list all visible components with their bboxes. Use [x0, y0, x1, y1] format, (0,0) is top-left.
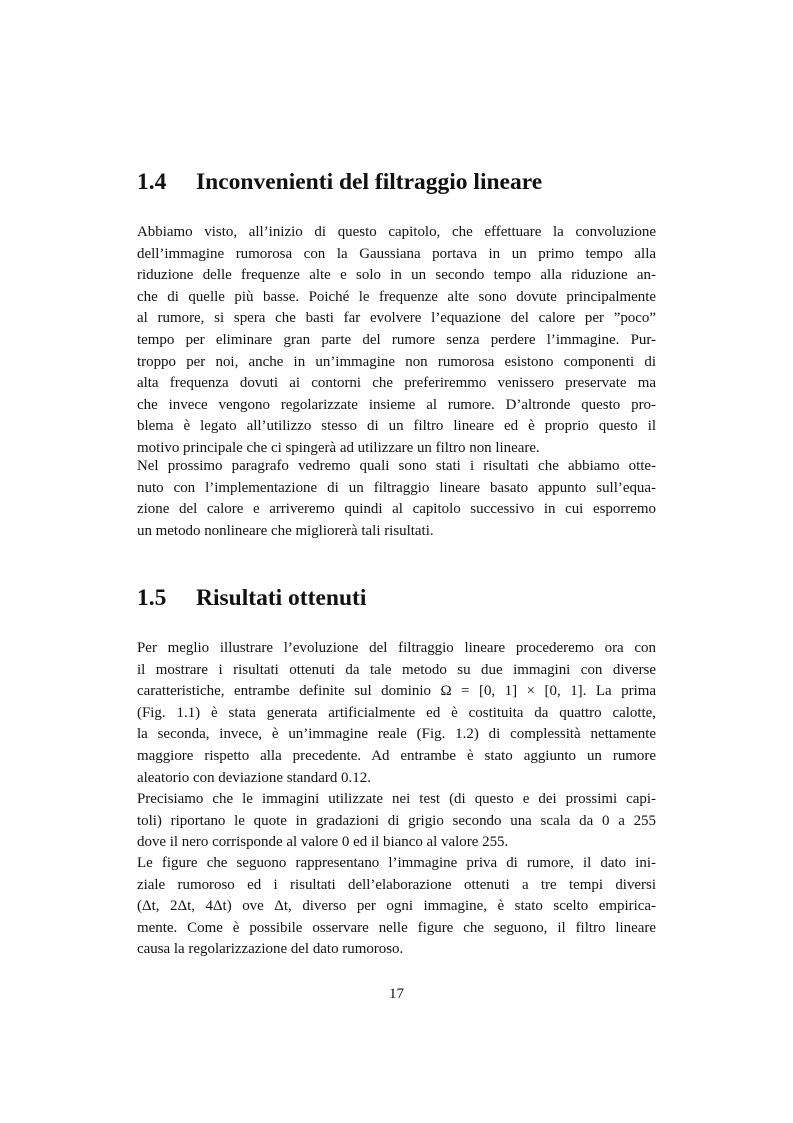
section-heading-1-4	[137, 168, 656, 196]
text-line: toli) riportano le quote in gradazioni di grigio secondo una scala da 0 a 255	[137, 812, 656, 829]
paragraph-1-4-a	[137, 222, 656, 460]
text-line: Per meglio illustrare l’evoluzione del filtraggio lineare procederemo ora con	[137, 640, 656, 656]
text-line: che di quelle più basse. Poiché le frequenze alte sono dovute principalmente	[137, 288, 656, 305]
text-line: caratteristiche, entrambe definite sul dominio Ω = [0, 1] × [0, 1]. La prima	[137, 683, 656, 700]
text-line: il mostrare i risultati ottenuti da tale metodo su due immagini con diverse	[137, 661, 656, 678]
section-number: 1.4	[137, 169, 167, 195]
text-line: la seconda, invece, è un’immagine reale (Fig. 1.2) di complessità nettamente	[137, 726, 656, 743]
paragraph-1-5-a	[137, 638, 656, 789]
text-line: ziale rumoroso ed i risultati dell’elaborazione ottenuti a tre tempi diversi	[137, 876, 656, 893]
text-line: un metodo nonlineare che migliorerà tali risultati.	[137, 522, 434, 539]
text-line: nuto con l’implementazione di un filtraggio lineare basato appunto sull’equa-	[137, 479, 656, 496]
text-line: Nel prossimo paragrafo vedremo quali sono stati i risultati che abbiamo otte-	[137, 458, 656, 474]
text-line: tempo per eliminare gran parte del rumore senza perdere l’immagine. Pur-	[137, 331, 656, 348]
text-line: troppo per noi, anche in un’immagine non rumorosa esistono componenti di	[137, 353, 656, 370]
text-line: mente. Come è possibile osservare nelle figure che seguono, il filtro lineare	[137, 919, 656, 936]
section-title-text: Inconvenienti del filtraggio lineare	[196, 169, 543, 195]
text-line: al rumore, si spera che basti far evolvere l’equazione del calore per ”poco”	[137, 310, 656, 327]
text-line: riduzione delle frequenze alte e solo in un secondo tempo alla riduzione an-	[137, 267, 656, 284]
text-line: maggiore rispetto alla precedente. Ad entrambe è stato aggiunto un rumore	[137, 747, 656, 764]
section-number: 1.5	[137, 585, 167, 611]
paragraph-1-4-b	[137, 456, 656, 542]
text-line: (Fig. 1.1) è stata generata artificialmente ed è costituita da quattro calotte,	[137, 704, 656, 721]
paragraph-1-5-b	[137, 789, 656, 854]
text-line: dove il nero corrisponde al valore 0 ed il bianco al valore 255.	[137, 834, 509, 851]
text-line: alta frequenza dovuti ai contorni che preferiremmo venissero preservate ma	[137, 375, 656, 392]
text-line: zione del calore e arriveremo quindi al capitolo successivo in cui esporremo	[137, 501, 656, 518]
text-line: dell’immagine rumorosa con la Gaussiana portava in un primo tempo alla	[137, 245, 656, 262]
text-line: che invece vengono regolarizzate insieme al rumore. D’altronde questo pro-	[137, 396, 656, 413]
document-page	[137, 0, 656, 1123]
text-line: Precisiamo che le immagini utilizzate nei test (di questo e dei prossimi capi-	[137, 791, 656, 807]
text-line: aleatorio con deviazione standard 0.12.	[137, 769, 371, 786]
text-line: Le figure che seguono rappresentano l’immagine priva di rumore, il dato ini-	[137, 855, 656, 871]
text-line: (Δt, 2Δt, 4Δt) ove Δt, diverso per ogni immagine, è stato scelto empirica-	[137, 898, 656, 915]
section-heading-1-5	[137, 584, 656, 612]
paragraph-1-5-c	[137, 853, 656, 961]
text-line: motivo principale che ci spingerà ad utilizzare un filtro non lineare.	[137, 439, 540, 456]
text-line: blema è legato all’utilizzo stesso di un filtro lineare ed è proprio questo il	[137, 418, 656, 435]
text-line: Abbiamo visto, all’inizio di questo capitolo, che effettuare la convoluzione	[137, 224, 656, 240]
text-line: causa la regolarizzazione del dato rumoroso.	[137, 941, 404, 958]
section-title-text: Risultati ottenuti	[196, 585, 367, 611]
page-number: 17	[389, 986, 404, 1002]
